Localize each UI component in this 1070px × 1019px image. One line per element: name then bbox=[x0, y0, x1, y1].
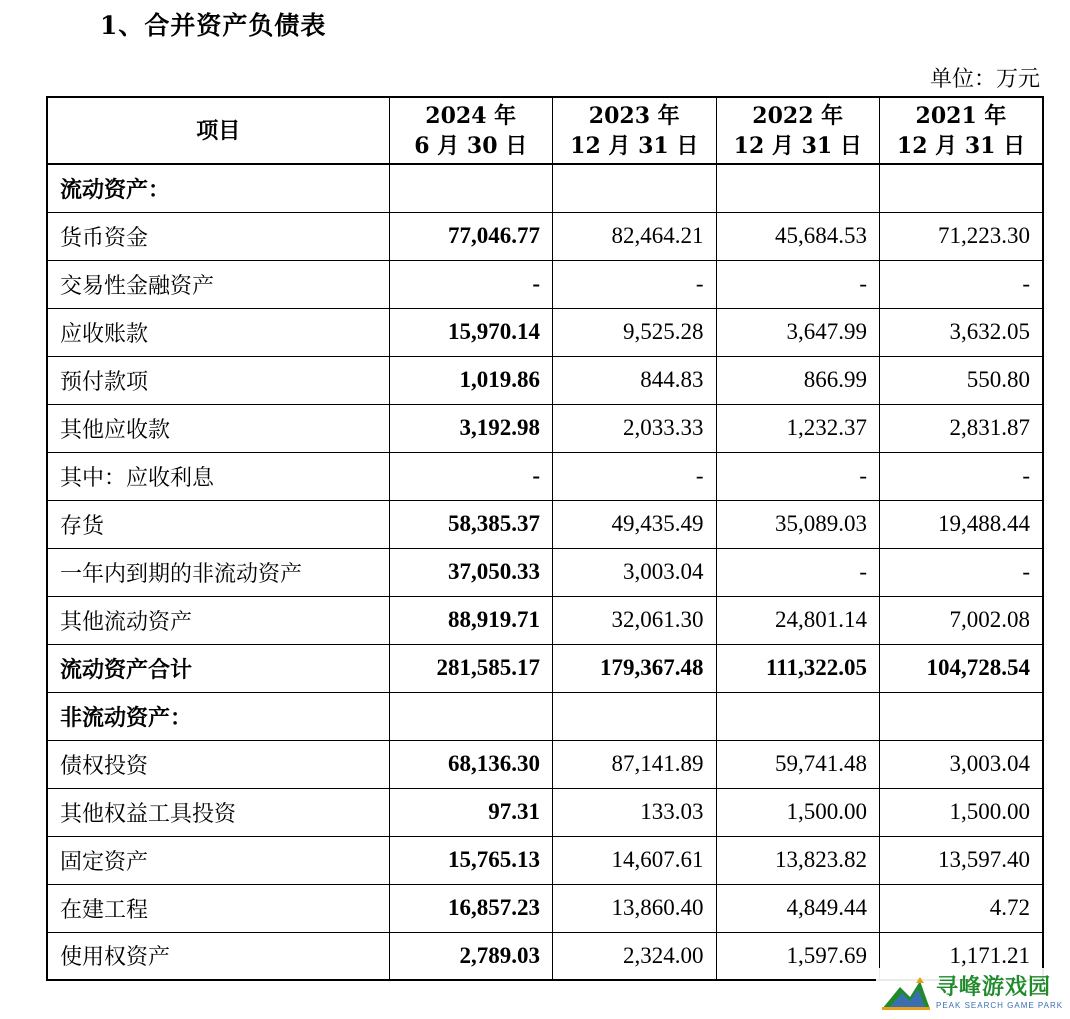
header-year: 2022 年 bbox=[752, 102, 844, 129]
row-value: 37,050.33 bbox=[389, 548, 553, 596]
header-period-2021 bbox=[880, 97, 1044, 164]
row-label: 一年内到期的非流动资产 bbox=[47, 548, 389, 596]
row-value bbox=[880, 692, 1044, 740]
header-period-2022 bbox=[716, 97, 880, 164]
row-value: - bbox=[716, 548, 880, 596]
row-value: 2,789.03 bbox=[389, 932, 553, 980]
row-label: 其他应收款 bbox=[47, 404, 389, 452]
row-label: 存货 bbox=[47, 500, 389, 548]
row-value: 1,171.21 bbox=[880, 932, 1044, 980]
header-period-2023 bbox=[553, 97, 717, 164]
row-label: 其他流动资产 bbox=[47, 596, 389, 644]
row-value: 24,801.14 bbox=[716, 596, 880, 644]
row-value: 59,741.48 bbox=[716, 740, 880, 788]
row-value: 1,232.37 bbox=[716, 404, 880, 452]
row-value bbox=[389, 164, 553, 212]
row-value: - bbox=[389, 452, 553, 500]
row-value: - bbox=[880, 548, 1044, 596]
row-value: 1,500.00 bbox=[716, 788, 880, 836]
row-label: 固定资产 bbox=[47, 836, 389, 884]
row-value: 68,136.30 bbox=[389, 740, 553, 788]
row-label: 流动资产： bbox=[47, 164, 389, 212]
section-row bbox=[47, 164, 1043, 212]
header-year: 2021 年 bbox=[915, 102, 1007, 129]
header-year: 2023 年 bbox=[588, 102, 680, 129]
row-value: 77,046.77 bbox=[389, 212, 553, 260]
row-value: 4.72 bbox=[880, 884, 1044, 932]
row-value bbox=[553, 692, 717, 740]
header-year: 2024 年 bbox=[425, 102, 517, 129]
row-value bbox=[716, 692, 880, 740]
watermark-cn: 寻峰游戏园 bbox=[936, 975, 1052, 1000]
row-value: 3,003.04 bbox=[880, 740, 1044, 788]
row-label: 在建工程 bbox=[47, 884, 389, 932]
row-value: 1,597.69 bbox=[716, 932, 880, 980]
table-row bbox=[47, 548, 1043, 596]
header-date: 12 月 31 日 bbox=[570, 132, 699, 159]
table-body bbox=[47, 164, 1043, 980]
table-row bbox=[47, 740, 1043, 788]
row-value: 19,488.44 bbox=[880, 500, 1044, 548]
header-period-2024h1 bbox=[389, 97, 553, 164]
table-row bbox=[47, 212, 1043, 260]
row-value: 13,597.40 bbox=[880, 836, 1044, 884]
watermark-text bbox=[936, 975, 1063, 1011]
row-value bbox=[553, 164, 717, 212]
table-row bbox=[47, 404, 1043, 452]
row-value: 14,607.61 bbox=[553, 836, 717, 884]
row-value: 2,033.33 bbox=[553, 404, 717, 452]
row-value: 49,435.49 bbox=[553, 500, 717, 548]
table-row bbox=[47, 644, 1043, 692]
row-value: 13,860.40 bbox=[553, 884, 717, 932]
row-value: 4,849.44 bbox=[716, 884, 880, 932]
row-value: 71,223.30 bbox=[880, 212, 1044, 260]
balance-sheet-table bbox=[46, 96, 1044, 981]
header-item: 项目 bbox=[47, 97, 389, 164]
unit-label: 单位：万元 bbox=[929, 67, 1040, 92]
row-value: 3,647.99 bbox=[716, 308, 880, 356]
row-value: 2,831.87 bbox=[880, 404, 1044, 452]
row-value: - bbox=[716, 452, 880, 500]
table-row bbox=[47, 308, 1043, 356]
row-value: 45,684.53 bbox=[716, 212, 880, 260]
row-value: 15,970.14 bbox=[389, 308, 553, 356]
table-row bbox=[47, 884, 1043, 932]
row-value: 87,141.89 bbox=[553, 740, 717, 788]
table-row bbox=[47, 452, 1043, 500]
row-value: - bbox=[880, 260, 1044, 308]
header-row bbox=[47, 97, 1043, 164]
row-value bbox=[389, 692, 553, 740]
row-label: 债权投资 bbox=[47, 740, 389, 788]
row-value: 866.99 bbox=[716, 356, 880, 404]
header-date: 6 月 30 日 bbox=[414, 132, 528, 159]
row-label: 使用权资产 bbox=[47, 932, 389, 980]
watermark bbox=[876, 968, 1066, 1018]
row-value: 13,823.82 bbox=[716, 836, 880, 884]
row-value: 133.03 bbox=[553, 788, 717, 836]
row-value: - bbox=[389, 260, 553, 308]
row-value: 3,632.05 bbox=[880, 308, 1044, 356]
row-value bbox=[880, 164, 1044, 212]
row-label: 其中：应收利息 bbox=[47, 452, 389, 500]
row-value: 58,385.37 bbox=[389, 500, 553, 548]
row-value: 2,324.00 bbox=[553, 932, 717, 980]
table-row bbox=[47, 836, 1043, 884]
row-value: - bbox=[553, 452, 717, 500]
row-label: 其他权益工具投资 bbox=[47, 788, 389, 836]
table-row bbox=[47, 260, 1043, 308]
row-value: 1,500.00 bbox=[880, 788, 1044, 836]
section-row bbox=[47, 692, 1043, 740]
header-date: 12 月 31 日 bbox=[896, 132, 1026, 159]
row-label: 应收账款 bbox=[47, 308, 389, 356]
table-row bbox=[47, 788, 1043, 836]
row-value: 7,002.08 bbox=[880, 596, 1044, 644]
row-value: 281,585.17 bbox=[389, 644, 553, 692]
row-value: 16,857.23 bbox=[389, 884, 553, 932]
row-label: 交易性金融资产 bbox=[47, 260, 389, 308]
row-value: 9,525.28 bbox=[553, 308, 717, 356]
row-value: 844.83 bbox=[553, 356, 717, 404]
table-header bbox=[47, 97, 1043, 164]
table-row bbox=[47, 500, 1043, 548]
row-value bbox=[716, 164, 880, 212]
table-row bbox=[47, 596, 1043, 644]
table-row bbox=[47, 356, 1043, 404]
row-value: 3,003.04 bbox=[553, 548, 717, 596]
header-date: 12 月 31 日 bbox=[733, 132, 862, 159]
row-value: 97.31 bbox=[389, 788, 553, 836]
row-label: 货币资金 bbox=[47, 212, 389, 260]
row-value: 550.80 bbox=[880, 356, 1044, 404]
row-value: 32,061.30 bbox=[553, 596, 717, 644]
row-value: 82,464.21 bbox=[553, 212, 717, 260]
row-value: 104,728.54 bbox=[880, 644, 1044, 692]
row-label: 预付款项 bbox=[47, 356, 389, 404]
row-value: 179,367.48 bbox=[553, 644, 717, 692]
page-title: 1、合并资产负债表 bbox=[100, 11, 327, 40]
row-value: 35,089.03 bbox=[716, 500, 880, 548]
watermark-en: PEAK SEARCH GAME PARK bbox=[936, 1001, 1064, 1010]
row-value: - bbox=[716, 260, 880, 308]
row-value: - bbox=[553, 260, 717, 308]
row-value: - bbox=[880, 452, 1044, 500]
row-value: 88,919.71 bbox=[389, 596, 553, 644]
row-value: 1,019.86 bbox=[389, 356, 553, 404]
peak-logo-icon bbox=[880, 973, 932, 1013]
row-value: 15,765.13 bbox=[389, 836, 553, 884]
row-label: 非流动资产： bbox=[47, 692, 389, 740]
row-label: 流动资产合计 bbox=[47, 644, 389, 692]
row-value: 111,322.05 bbox=[716, 644, 880, 692]
row-value: 3,192.98 bbox=[389, 404, 553, 452]
